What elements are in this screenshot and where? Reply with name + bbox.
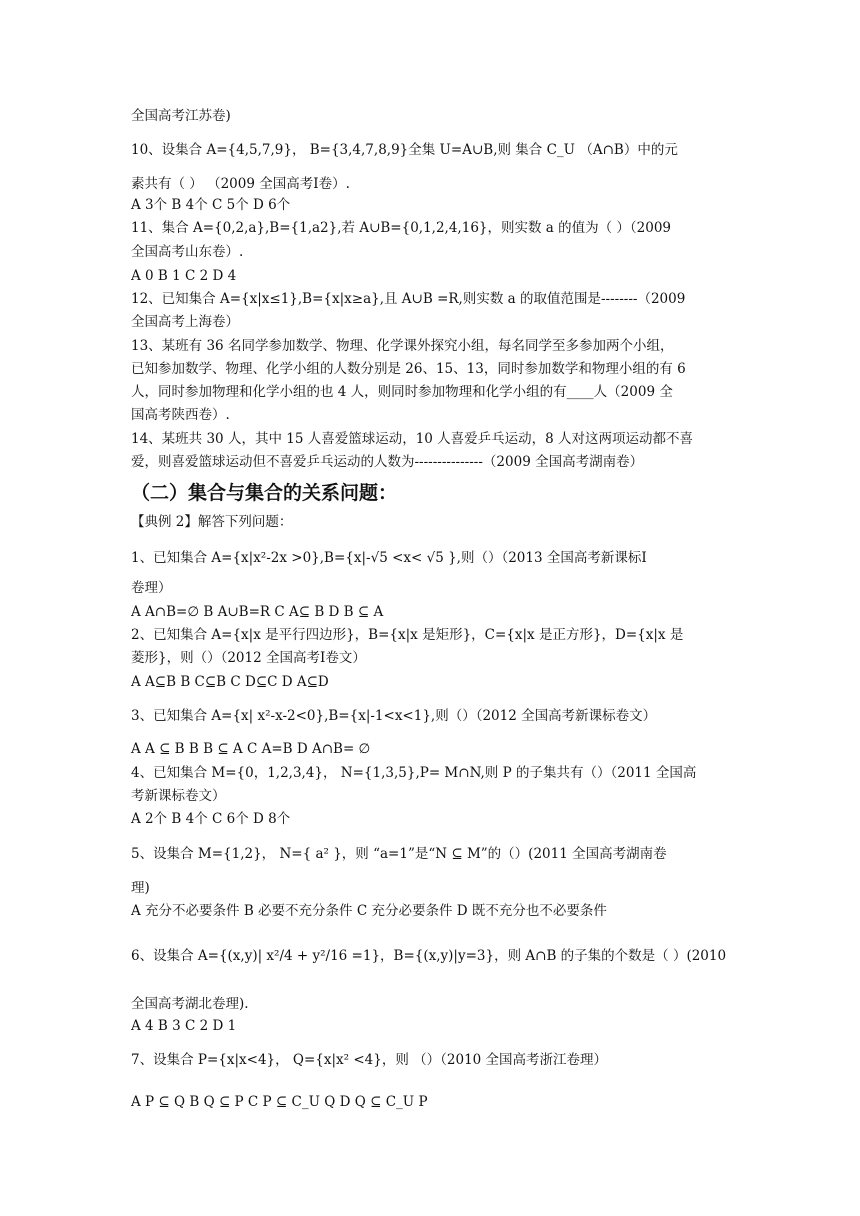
text-line: 4、已知集合 M={0，1,2,3,4}， N={1,3,5},P= M∩N,则 P 的子集共有（）（2011 全国高 xyxy=(131,765,697,781)
section-heading: （二）集合与集合的关系问题： xyxy=(131,482,398,504)
text-line: 全国高考上海卷） xyxy=(131,314,239,330)
text-line: 全国高考山东卷）. xyxy=(131,244,244,260)
text-line: 理) xyxy=(131,880,150,896)
text-line: A 2个 B 4个 C 6个 D 8个 xyxy=(131,811,291,827)
text-line: 5、设集合 M={1,2}， N={ a² }，则 “a=1”是“N ⊆ M”的（）(2011 全国高考湖南卷 xyxy=(131,846,667,862)
text-line: A A∩B=∅ B A∪B=R C A⊆ B D B ⊆ A xyxy=(131,604,384,620)
text-line: 【典例 2】解答下列问题： xyxy=(131,514,293,530)
text-line: 全国高考湖北卷理). xyxy=(131,996,249,1012)
text-line: 全国高考江苏卷) xyxy=(131,108,231,124)
text-line: A 0 B 1 C 2 D 4 xyxy=(131,268,237,284)
text-line: 1、已知集合 A={x|x²-2x >0},B={x|-√5 <x< √5 },则（）（2013 全国高考新课标Ⅰ xyxy=(131,550,647,566)
text-line: A A ⊆ B B B ⊆ A C A=B D A∩B= ∅ xyxy=(131,741,371,757)
text-line: 12、已知集合 A={x|x≤1},B={x|x≥a},且 A∪B =R,则实数 a 的取值范围是--------（2009 xyxy=(131,291,686,307)
text-line: 10、设集合 A={4,5,7,9}， B={3,4,7,8,9}全集 U=A∪B,则 集合 C_U （A∩B）中的元 xyxy=(131,142,678,158)
text-line: 菱形}，则（）（2012 全国高考Ⅰ卷文） xyxy=(131,650,366,666)
text-line: 7、设集合 P={x|x<4}， Q={x|x² <4}，则 （）（2010 全国高考浙江卷理） xyxy=(131,1052,608,1068)
text-line: 考新课标卷文） xyxy=(131,788,226,804)
text-line: 爱，则喜爱篮球运动但不喜爱乒乓运动的人数为---------------（2009 全国高考湖南卷） xyxy=(131,454,644,470)
text-line: A 3个 B 4个 C 5个 D 6个 xyxy=(131,197,291,213)
text-line: A 充分不必要条件 B 必要不充分条件 C 充分必要条件 D 既不充分也不必要条件 xyxy=(131,903,607,919)
text-line: 3、已知集合 A={x| x²-x-2<0},B={x|-1<x<1},则（）（2012 全国高考新课标卷文） xyxy=(131,708,657,724)
text-line: 卷理） xyxy=(131,580,172,596)
text-line: 人，同时参加物理和化学小组的也 4 人，则同时参加物理和化学小组的有____人（2009 全 xyxy=(131,384,673,400)
text-line: 13、某班有 36 名同学参加数学、物理、化学课外探究小组，每名同学至多参加两个小组， xyxy=(131,338,674,354)
text-line: 国高考陕西卷）. xyxy=(131,407,230,423)
text-line: 11、集合 A={0,2,a},B={1,a2},若 A∪B={0,1,2,4,16}，则实数 a 的值为（ ）（2009 xyxy=(131,220,672,236)
text-line: 6、设集合 A={(x,y)| x²/4 + y²/16 =1}，B={(x,y)|y=3}，则 A∩B 的子集的个数是（ ）(2010 xyxy=(131,948,727,964)
text-line: 已知参加数学、物理、化学小组的人数分别是 26、15、13，同时参加数学和物理小组的有 6 xyxy=(131,361,686,377)
text-line: 素共有（ ） （2009 全国高考Ⅰ卷）. xyxy=(131,176,350,192)
text-line: 14、某班共 30 人，其中 15 人喜爱篮球运动，10 人喜爱乒乓运动，8 人对这两项运动都不喜 xyxy=(131,431,694,447)
text-line: 2、已知集合 A={x|x 是平行四边形}，B={x|x 是矩形}，C={x|x 是正方形}，D={x|x 是 xyxy=(131,627,684,643)
text-line: A 4 B 3 C 2 D 1 xyxy=(131,1018,237,1034)
text-line: A A⊆B B C⊆B C D⊆C D A⊆D xyxy=(131,674,329,690)
text-line: A P ⊆ Q B Q ⊆ P C P ⊆ C_U Q D Q ⊆ C_U P xyxy=(131,1094,428,1110)
